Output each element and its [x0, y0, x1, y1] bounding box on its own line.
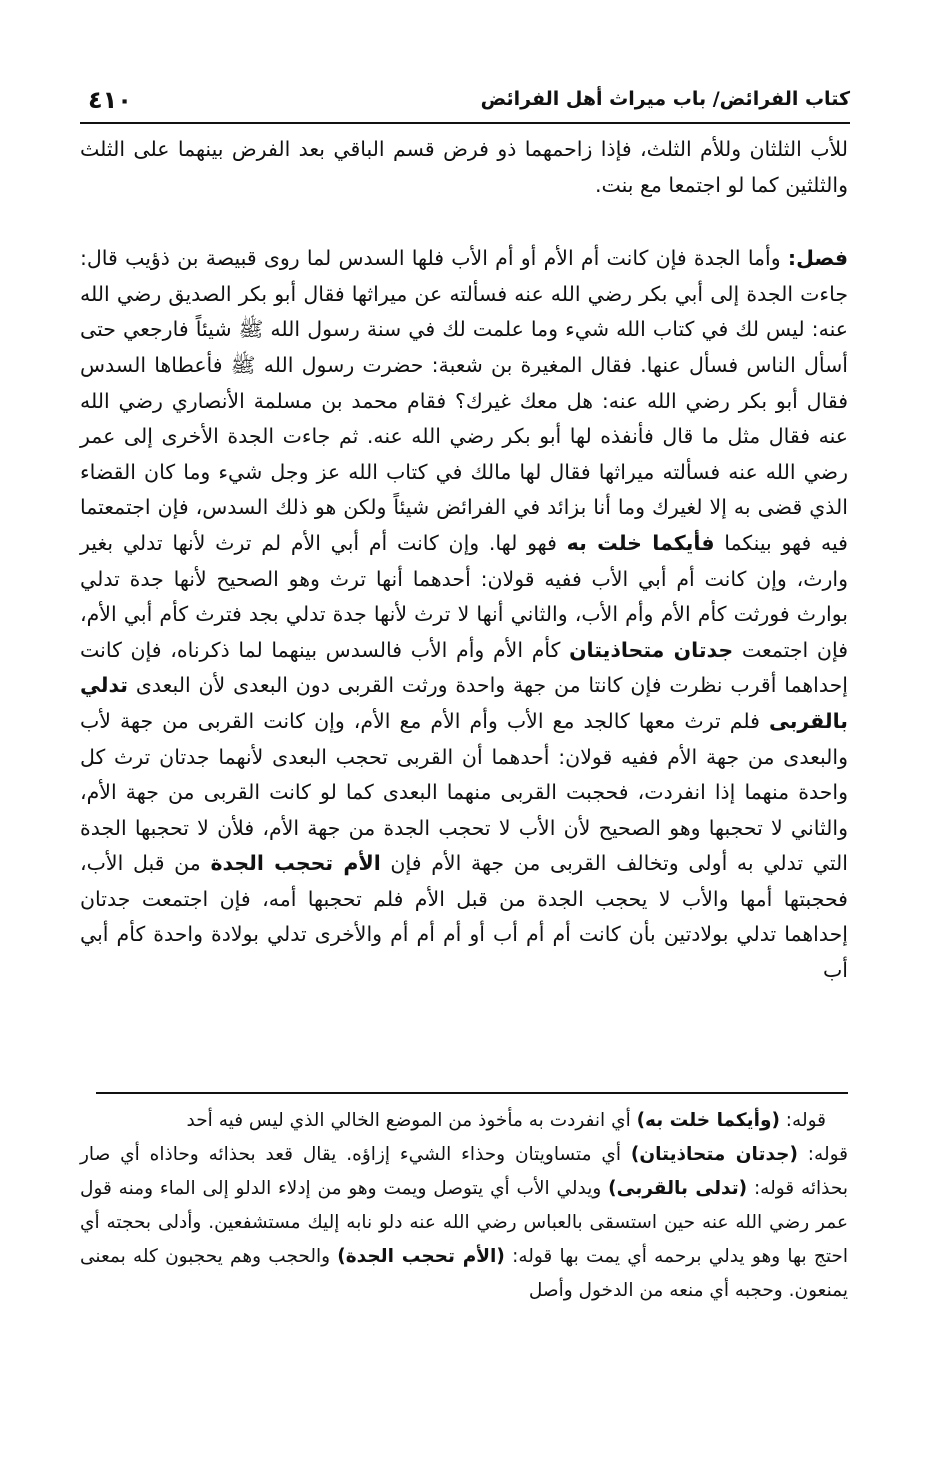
section-paragraph: [80, 241, 848, 988]
footnote-2: [80, 1138, 848, 1308]
footnote-2-term-2: (تدلى بالقربى): [608, 1178, 748, 1199]
emphasis-3: تدلي بالقربى: [80, 673, 848, 733]
intro-paragraph: للأب الثلثان وللأم الثلث، فإذا زاحمهما ذو فرض قسم الباقي بعد الفرض بينهما على الثلث والثلثين كما لو اجتمعا مع بنت.: [80, 137, 848, 197]
footnote-2-text-3: والحجب وهم يحجبون كله بمعنى يمنعون. وحجبه أي منعه من الدخول وأصل: [80, 1246, 848, 1301]
footnote-1-text: أي انفردت به مأخوذ من الموضع الخالي الذي ليس فيه أحد: [186, 1110, 637, 1131]
footnote-2-term: (جدتان متحاذيتان): [630, 1144, 798, 1165]
section-label: فصل:: [787, 246, 848, 271]
footnote-1: [80, 1104, 848, 1138]
header-divider: [80, 122, 850, 124]
section-text-1: وأما الجدة فإن كانت أم الأم أو أم الأب فلها السدس لما روى قبيصة بن ذؤيب قال: جاءت الجدة إلى أبي بكر رضي الله عنه فسألته عن ميراثها فقال أبو بكر الصديق رضي الله عنه: ليس لك في كتاب الله شيء وما علمت لك في سنة رسول الله ﷺ شيئاً فارجعي حتى أسأل الناس فسأل عنها. فقال المغيرة بن شعبة: حضرت رسول الله ﷺ فأعطاها السدس فقال أبو بكر رضي الله عنه: هل معك غيرك؟ فقام محمد بن مسلمة الأنصاري رضي الله عنه فقال مثل ما قال فأنفذه لها أبو بكر رضي الله عنه. ثم جاءت الجدة الأخرى إلى عمر رضي الله عنه فسألته ميراثها فقال لها مالك في كتاب الله عز وجل شيء وما كان القضاء الذي قضى به إلا لغيرك وما أنا بزائد في الفرائض شيئاً ولكن هو ذلك السدس، فإن اجتمعتما فيه فهو بينكما: [80, 246, 848, 555]
emphasis-4: الأم تحجب الجدة: [210, 851, 381, 876]
footnotes: [80, 1104, 848, 1308]
page-header: [80, 86, 850, 122]
footnote-divider: [96, 1092, 848, 1094]
section-text-2: فهو لها. وإن كانت أم أبي الأم لم ترث لأنها تدلي بغير وارث، وإن كانت أم أبي الأب ففيه قولان: أحدهما أنها ترث وهو الصحيح لأنها جدة تدلي بوارث فورثت كأم الأم وأم الأب، والثاني أنها لا ترث لأنها جدة تدلي بجد فترث كأم أبي الأم، فإن اجتمعت: [80, 530, 849, 662]
section-text-5: من قبل الأب، فحجبتها أمها والأب لا يحجب الجدة من قبل الأم فلم تحجبها أمه، فإن اجتمعت جدتان إحداهما تدلي بولادتين بأن كانت أم أم أب أو أم أم أم والأخرى تدلي بولادة واحدة كأم أبي أب: [80, 851, 848, 983]
running-title: كتاب الفرائض/ باب ميراث أهل الفرائض: [480, 88, 850, 110]
section-text-3: كأم الأم وأم الأب فالسدس بينهما لما ذكرناه، فإن كانت إحداهما أقرب نظرت فإن كانتا من جهة واحدة ورثت القربى دون البعدى لأن البعدى: [80, 637, 848, 698]
paragraph-gap: [80, 203, 848, 241]
footnote-1-term: (وأيكما خلت به): [636, 1110, 780, 1131]
emphasis-1: فأيكما خلت به: [566, 530, 715, 555]
footnote-2-text-2: ويدلي الأب أي يتوصل ويمت وهو من إدلاء الدلو إلى الماء ومنه قول عمر رضي الله عنه حين استسقى بالعباس رضي الله عنه دلو نابه إليك مستشفعين. وأدلى بحجته أي احتج بها وهو يدلي برحمه أي يمت بها قوله:: [80, 1178, 848, 1267]
footnote-1-lead: قوله:: [779, 1110, 826, 1131]
emphasis-2: جدتان متحاذيتان: [569, 637, 734, 662]
footnote-2-text: أي متساويتان وحذاء الشيء إزاؤه. يقال قعد بحذائه وحاذاه أي صار بحذائه قوله:: [80, 1144, 848, 1199]
footnote-2-lead: قوله:: [797, 1144, 848, 1165]
section-text-4: فلم ترث معها كالجد مع الأب وأم الأم مع الأم، وإن كانت القربى من جهة لأب والبعدى من جهة الأم ففيه قولان: أحدهما أن القربى تحجب البعدى لأنهما جدتان ترث كل واحدة منهما إذا انفردت، فحجبت القربى منهما البعدى كما لو كانت القربى من جهة الأم، والثاني لا تحجبها وهو الصحيح لأن الأب لا تحجب الجدة من جهة الأم، فلأن لا تحجبها الجدة التي تدلي به أولى وتخالف القربى من جهة الأم فإن: [80, 708, 848, 876]
footnote-2-term-3: (الأم تحجب الجدة): [337, 1246, 505, 1267]
page-number: ٤١٠: [88, 86, 132, 114]
main-text: [80, 132, 848, 989]
